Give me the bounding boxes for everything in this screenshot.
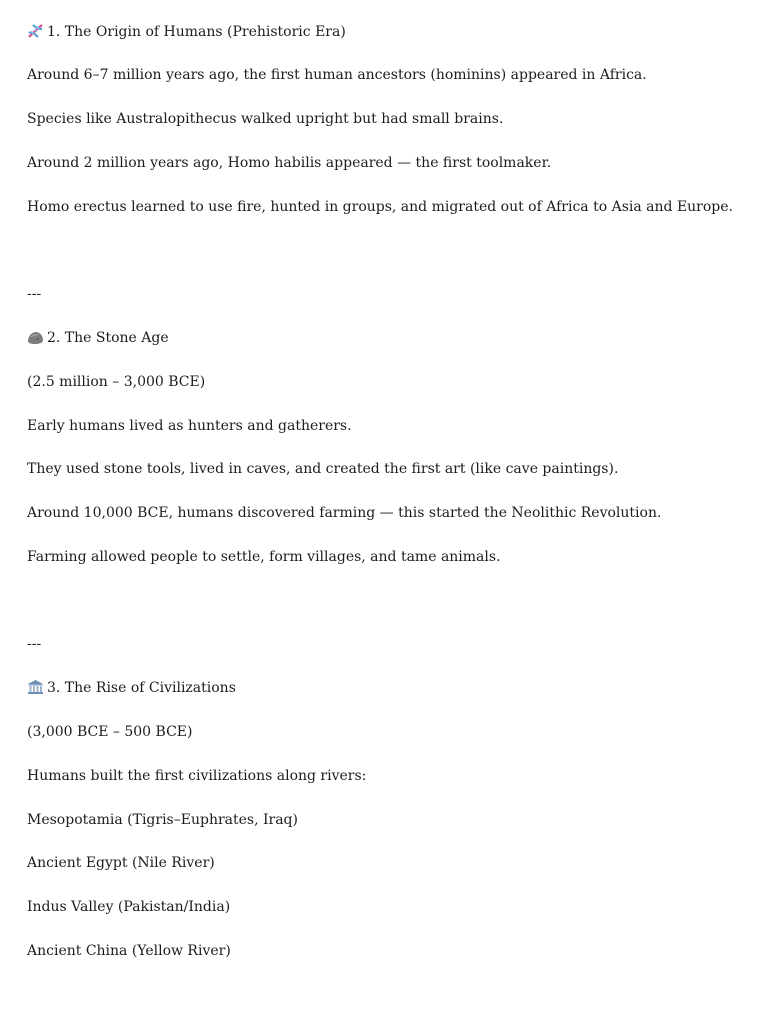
section-heading-text: 2. The Stone Age — [47, 330, 169, 346]
rock-icon — [27, 329, 44, 345]
paragraph: They used stone tools, lived in caves, and created the first art (like cave paintings). — [27, 461, 619, 477]
paragraph: Homo erectus learned to use fire, hunted in groups, and migrated out of Africa to Asia and Europe. — [27, 199, 734, 215]
section-heading-text: 3. The Rise of Civilizations — [47, 680, 236, 696]
list-item: Mesopotamia (Tigris–Euphrates, Iraq) — [27, 812, 298, 828]
paragraph: Farming allowed people to settle, form villages, and tame animals. — [27, 549, 501, 565]
paragraph: (2.5 million – 3,000 BCE) — [27, 374, 206, 390]
paragraph: Around 10,000 BCE, humans discovered farming — this started the Neolithic Revolution. — [27, 505, 662, 521]
list-item: Ancient China (Yellow River) — [27, 943, 231, 959]
section-heading-civilizations — [27, 678, 236, 698]
list-item: Ancient Egypt (Nile River) — [27, 855, 215, 871]
list-item: Indus Valley (Pakistan/India) — [27, 899, 231, 915]
paragraph: Around 6–7 million years ago, the first human ancestors (hominins) appeared in Africa. — [27, 67, 647, 83]
paragraph: Around 2 million years ago, Homo habilis appeared — the first toolmaker. — [27, 155, 552, 171]
paragraph: (3,000 BCE – 500 BCE) — [27, 724, 193, 740]
separator: --- — [27, 636, 42, 652]
paragraph: Species like Australopithecus walked upright but had small brains. — [27, 111, 504, 127]
classical-building-icon — [27, 679, 44, 695]
separator: --- — [27, 286, 42, 302]
paragraph: Early humans lived as hunters and gatherers. — [27, 418, 352, 434]
section-heading-stone-age — [27, 328, 169, 348]
section-heading-text: 1. The Origin of Humans (Prehistoric Era) — [47, 24, 346, 40]
dna-icon — [27, 23, 44, 39]
paragraph: Humans built the first civilizations along rivers: — [27, 768, 367, 784]
section-heading-origin — [27, 22, 346, 42]
